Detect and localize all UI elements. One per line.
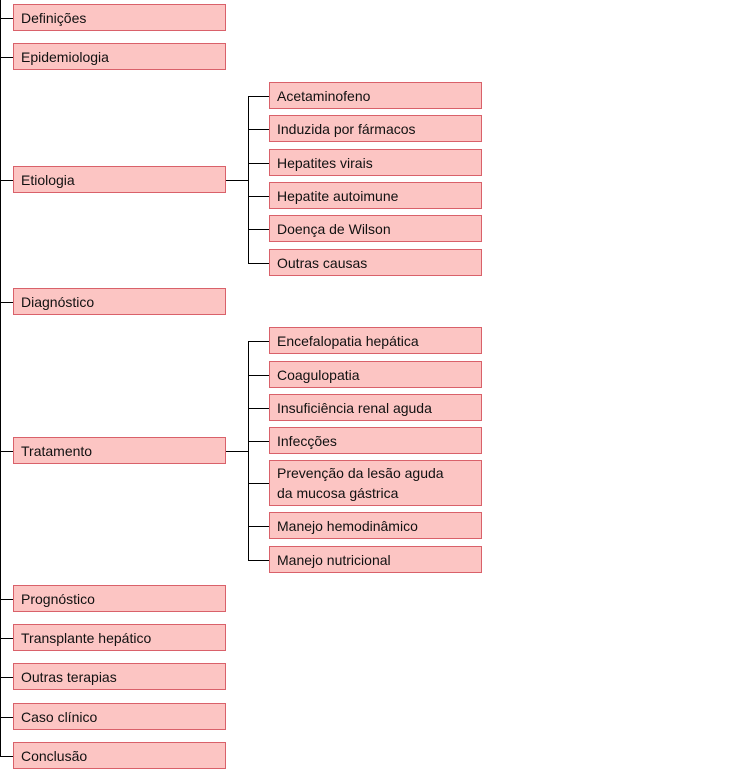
subsection-node-label: Manejo nutricional	[277, 551, 391, 568]
subsection-node-label: Outras causas	[277, 254, 368, 271]
sub-branch-connector	[248, 263, 269, 264]
main-branch-connector	[0, 180, 13, 181]
section-node-label: Caso clínico	[21, 708, 98, 725]
subsection-node-label: Induzida por fármacos	[277, 120, 416, 137]
section-node-label: Conclusão	[21, 747, 88, 764]
subsection-node-label: Prevenção da lesão aguda da mucosa gástrica	[277, 465, 444, 501]
sub-branch-connector	[248, 560, 269, 561]
sub-branch-connector	[248, 483, 269, 484]
subsection-node	[269, 82, 482, 109]
sub-branch-connector	[248, 375, 269, 376]
main-branch-connector	[0, 18, 13, 19]
section-node-label: Epidemiologia	[21, 48, 109, 65]
main-branch-connector	[0, 638, 13, 639]
sub-branch-connector	[248, 441, 269, 442]
main-branch-connector	[0, 756, 13, 757]
sub-branch-connector	[248, 341, 269, 342]
subsection-node	[269, 427, 482, 454]
main-branch-connector	[0, 599, 13, 600]
section-node	[13, 4, 226, 31]
subsection-node	[269, 182, 482, 209]
subsection-node-label: Infecções	[277, 432, 337, 449]
sub-branch-connector	[248, 229, 269, 230]
section-node	[13, 742, 226, 769]
main-branch-connector	[0, 451, 13, 452]
main-spine-connector	[0, 0, 1, 757]
sub-branch-connector	[248, 196, 269, 197]
subsection-node	[269, 361, 482, 388]
section-node-label: Definições	[21, 9, 87, 26]
sub-spine-connector	[248, 341, 249, 561]
section-node	[13, 663, 226, 690]
section-node-label: Etiologia	[21, 171, 75, 188]
section-node-label: Prognóstico	[21, 590, 95, 607]
subsection-node	[269, 327, 482, 354]
subsection-node-label: Encefalopatia hepática	[277, 332, 419, 349]
subsection-node-label: Doença de Wilson	[277, 220, 391, 237]
section-node	[13, 437, 226, 464]
section-node-label: Transplante hepático	[21, 629, 152, 646]
section-node	[13, 43, 226, 70]
subsection-node	[269, 115, 482, 142]
sub-branch-connector	[248, 163, 269, 164]
subsection-node	[269, 215, 482, 242]
subsection-node	[269, 394, 482, 421]
subsection-node	[269, 149, 482, 176]
sub-spine-connector	[248, 96, 249, 264]
subsection-node	[269, 460, 482, 506]
sub-branch-connector	[248, 408, 269, 409]
sub-link-connector	[226, 451, 248, 452]
subsection-node	[269, 546, 482, 573]
main-branch-connector	[0, 302, 13, 303]
subsection-node-label: Coagulopatia	[277, 366, 360, 383]
subsection-node-label: Insuficiência renal aguda	[277, 399, 432, 416]
section-node-label: Diagnóstico	[21, 293, 95, 310]
subsection-node-label: Hepatites virais	[277, 154, 373, 171]
sub-branch-connector	[248, 129, 269, 130]
section-node-label: Tratamento	[21, 442, 93, 459]
sub-link-connector	[226, 180, 248, 181]
main-branch-connector	[0, 717, 13, 718]
section-node	[13, 703, 226, 730]
sub-branch-connector	[248, 96, 269, 97]
section-node	[13, 288, 226, 315]
section-node	[13, 166, 226, 193]
subsection-node	[269, 512, 482, 539]
section-node	[13, 585, 226, 612]
sub-branch-connector	[248, 526, 269, 527]
subsection-node-label: Manejo hemodinâmico	[277, 517, 418, 534]
section-node-label: Outras terapias	[21, 668, 117, 685]
subsection-node	[269, 249, 482, 276]
main-branch-connector	[0, 57, 13, 58]
subsection-node-label: Acetaminofeno	[277, 87, 371, 104]
subsection-node-label: Hepatite autoimune	[277, 187, 399, 204]
main-branch-connector	[0, 677, 13, 678]
section-node	[13, 624, 226, 651]
